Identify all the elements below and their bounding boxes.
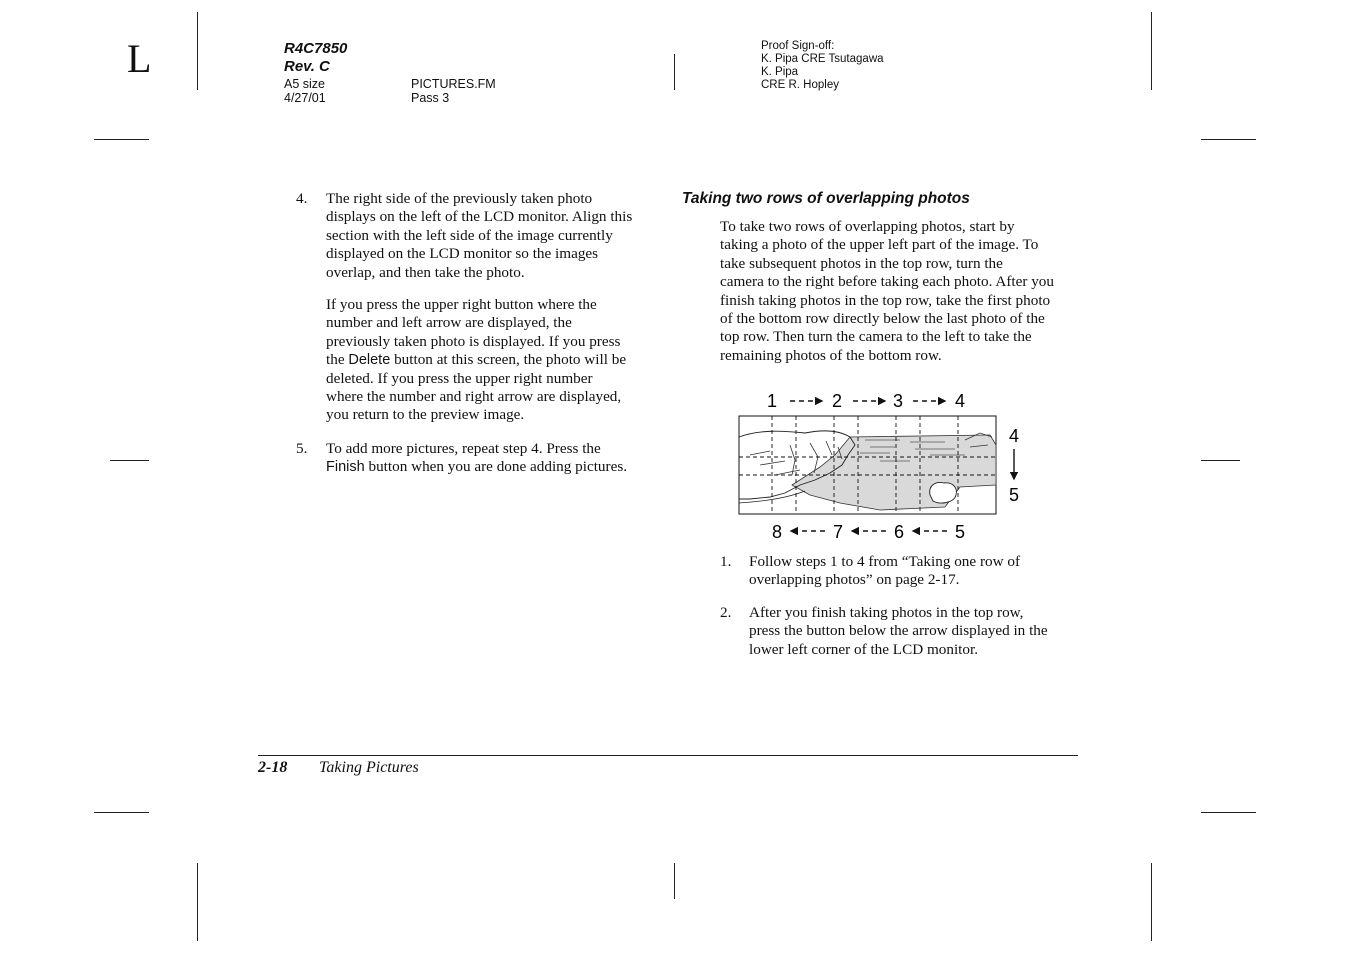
step-text xyxy=(749,604,1079,659)
photo-number-label: 2 xyxy=(831,391,843,411)
text-line: finish taking photos in the top row, take the first photo xyxy=(720,291,1051,309)
text-fragment: button when you are done adding pictures. xyxy=(364,458,628,476)
text-line: overlapping photos” on page 2-17. xyxy=(749,571,960,589)
text-fragment: button at this screen, the photo will be xyxy=(390,351,627,369)
right-step-1 xyxy=(720,553,1080,593)
text-line: The right side of the previously taken photo xyxy=(326,190,593,207)
photo-number-label: 8 xyxy=(771,522,783,542)
photo-number-label: 7 xyxy=(832,522,844,542)
right-step-2 xyxy=(720,604,1080,664)
doc-code: R4C7850 xyxy=(284,40,348,57)
file-name: PICTURES.FM xyxy=(411,77,496,91)
text-line: section with the left side of the image currently xyxy=(326,226,613,244)
photo-number-label: 1 xyxy=(766,391,778,411)
crop-mark xyxy=(197,12,198,90)
proof-line: K. Pipa CRE Tsutagawa xyxy=(761,53,884,65)
text-line: displays on the left of the LCD monitor. Align this xyxy=(326,208,633,226)
step-4-text xyxy=(326,190,658,282)
text-line: To add more pictures, repeat step 4. Press the xyxy=(326,440,601,457)
text-line: remaining photos of the bottom row. xyxy=(720,346,942,364)
footer-rule xyxy=(258,755,1078,756)
proof-line: CRE R. Hopley xyxy=(761,79,839,91)
text-line: overlap, and then take the photo. xyxy=(326,263,525,281)
text-line xyxy=(326,458,658,476)
crop-mark xyxy=(197,863,198,941)
text-line: camera to the right before taking each photo. After you xyxy=(720,273,1054,291)
step-number: 2. xyxy=(720,604,732,621)
text-line: press the button below the arrow displayed in the xyxy=(749,622,1048,640)
text-line: After you finish taking photos in the top row, xyxy=(749,604,1024,621)
proof-line: Proof Sign-off: xyxy=(761,40,835,52)
text-line: where the number and right arrow are displayed, xyxy=(326,388,622,406)
text-line: top row. Then turn the camera to the left to take the xyxy=(720,328,1032,346)
text-line: displayed on the LCD monitor so the images xyxy=(326,245,599,263)
finish-button-label: Finish xyxy=(326,459,365,476)
chapter-title: Taking Pictures xyxy=(319,759,419,776)
rock-shape xyxy=(930,483,957,504)
proof-signoff xyxy=(761,40,884,92)
text-line: Follow steps 1 to 4 from “Taking one row of xyxy=(749,553,1021,570)
text-line: take subsequent photos in the top row, turn the xyxy=(720,254,1003,272)
text-line: To take two rows of overlapping photos, start by xyxy=(720,218,1015,235)
text-line: deleted. If you press the upper right number xyxy=(326,369,593,387)
crop-mark xyxy=(94,812,149,813)
step-text xyxy=(749,553,1079,590)
text-line: you return to the preview image. xyxy=(326,406,525,424)
section-intro xyxy=(720,218,1080,365)
delete-button-label: Delete xyxy=(348,352,391,369)
text-line: taking a photo of the upper left part of the image. To xyxy=(720,236,1039,254)
page-size: A5 size xyxy=(284,77,325,91)
corner-letter: L xyxy=(127,36,152,81)
step-5-text xyxy=(326,440,658,477)
crop-mark xyxy=(674,54,675,90)
step-5 xyxy=(296,440,666,480)
step-number: 4. xyxy=(296,190,308,207)
text-line xyxy=(326,351,658,369)
crop-mark xyxy=(1201,812,1256,813)
revision: Rev. C xyxy=(284,58,330,75)
text-line: lower left corner of the LCD monitor. xyxy=(749,640,979,658)
crop-mark xyxy=(110,460,149,461)
text-line: number and left arrow are displayed, the xyxy=(326,314,572,332)
text-line: previously taken photo is displayed. If you press xyxy=(326,332,621,350)
step-number: 5. xyxy=(296,440,308,457)
doc-date: 4/27/01 xyxy=(284,91,326,105)
page-number: 2-18 xyxy=(258,759,288,776)
photo-number-label: 5 xyxy=(1008,485,1020,505)
photo-number-label: 4 xyxy=(954,391,966,411)
text-fragment: the xyxy=(326,351,349,369)
crop-mark xyxy=(1151,12,1152,90)
proof-line: K. Pipa xyxy=(761,66,799,78)
photo-number-label: 4 xyxy=(1008,426,1020,446)
section-heading: Taking two rows of overlapping photos xyxy=(682,190,970,207)
photo-number-label: 6 xyxy=(893,522,905,542)
crop-mark xyxy=(1201,139,1256,140)
text-line: of the bottom row directly below the last photo of the xyxy=(720,310,1045,328)
photo-number-label: 3 xyxy=(892,391,904,411)
text-line: If you press the upper right button where the xyxy=(326,296,597,313)
crop-mark xyxy=(674,863,675,899)
crop-mark xyxy=(94,139,149,140)
photo-number-label: 5 xyxy=(954,522,966,542)
step-number: 1. xyxy=(720,553,732,570)
crop-mark xyxy=(1201,460,1240,461)
step-4-note xyxy=(326,296,658,425)
crop-mark xyxy=(1151,863,1152,941)
pass-label: Pass 3 xyxy=(411,91,450,105)
two-row-panorama-figure xyxy=(730,385,1030,545)
